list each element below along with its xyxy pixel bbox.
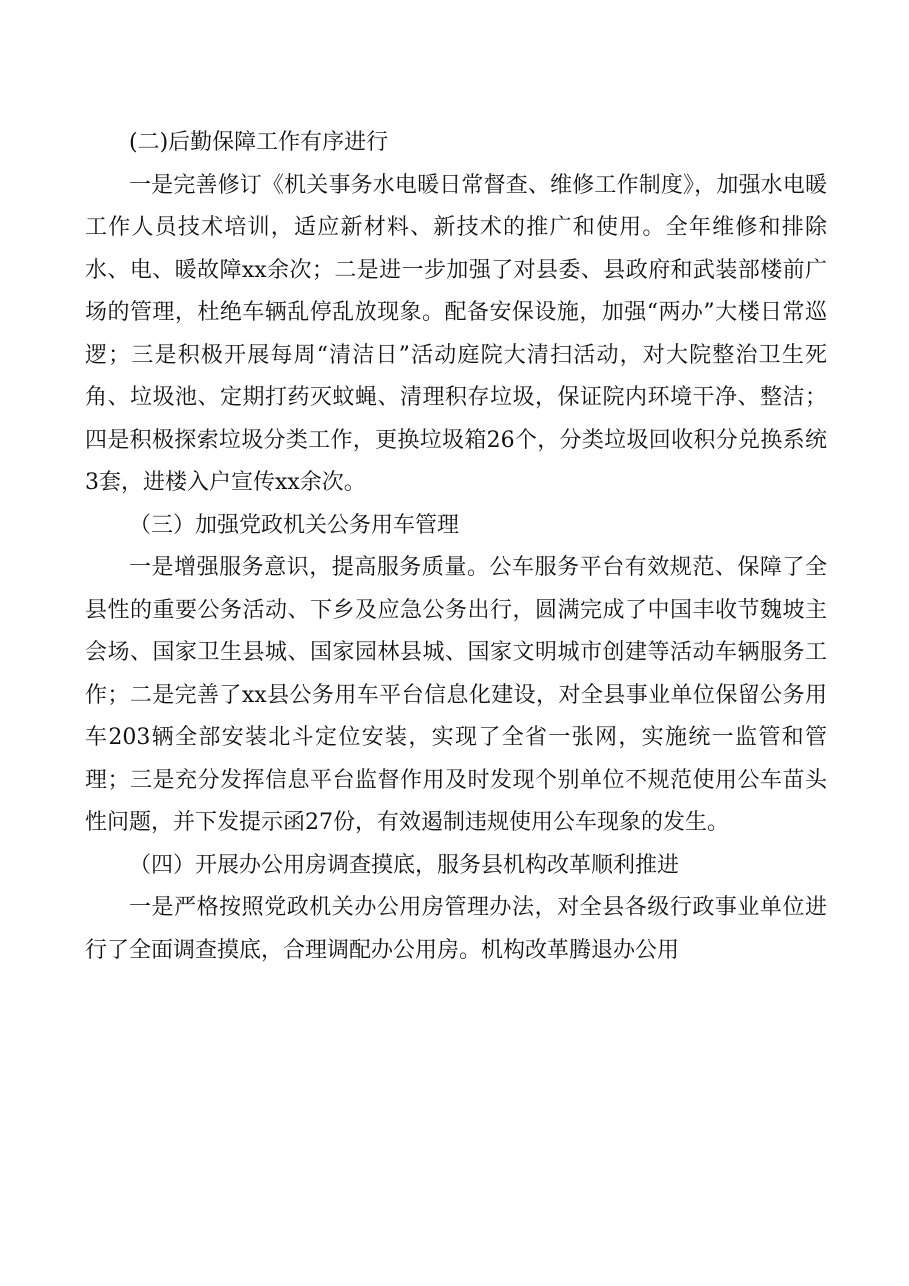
section-heading-logistics: (二)后勤保障工作有序进行 — [129, 130, 389, 155]
section-heading-office-space: （四）开展办公用房调查摸底，服务县机构改革顺利推进 — [129, 852, 680, 878]
section-paragraph-logistics: 一是完善修订《机关事务水电暖日常督查、维修工作制度》，加强水电暖工作人员技术培训，适应新材料、新技术的推广和使用。全年维修和排除水、电、暖故障xx余次；二是进一步加强了对县委、县政府和武装部楼前广场的管理，杜绝车辆乱停乱放现象。配备安保设施，加强“两办”大楼日常巡逻；三是积极开展每周“清洁日”活动庭院大清扫活动，对大院整治卫生死角、垃圾池、定期打药灭蚊蝇、清理积存垃圾，保证院内环境干净、整洁；四是积极探索垃圾分类工作，更换垃圾箱26个，分类垃圾回收积分兑换系统3套，进楼入户宣传xx余次。 — [85, 172, 827, 495]
section-heading-vehicles: （三）加强党政机关公务用车管理 — [129, 512, 460, 538]
section-paragraph-office-space: 一是严格按照党政机关办公用房管理办法，对全县各级行政事业单位进行了全面调查摸底，合理调配办公用房。机构改革腾退办公用 — [85, 895, 827, 963]
section-paragraph-vehicles: 一是增强服务意识，提高服务质量。公车服务平台有效规范、保障了全县性的重要公务活动、下乡及应急公务出行，圆满完成了中国丰收节魏坡主会场、国家卫生县城、国家园林县城、国家文明城市创建等活动车辆服务工作；二是完善了xx县公务用车平台信息化建设，对全县事业单位保留公务用车203辆全部安装北斗定位安装，实现了全省一张网，实施统一监管和管理；三是充分发挥信息平台监督作用及时发现个别单位不规范使用公车苗头性问题，并下发提示函27份，有效遏制违规使用公车现象的发生。 — [85, 555, 827, 835]
document-body — [85, 122, 827, 972]
